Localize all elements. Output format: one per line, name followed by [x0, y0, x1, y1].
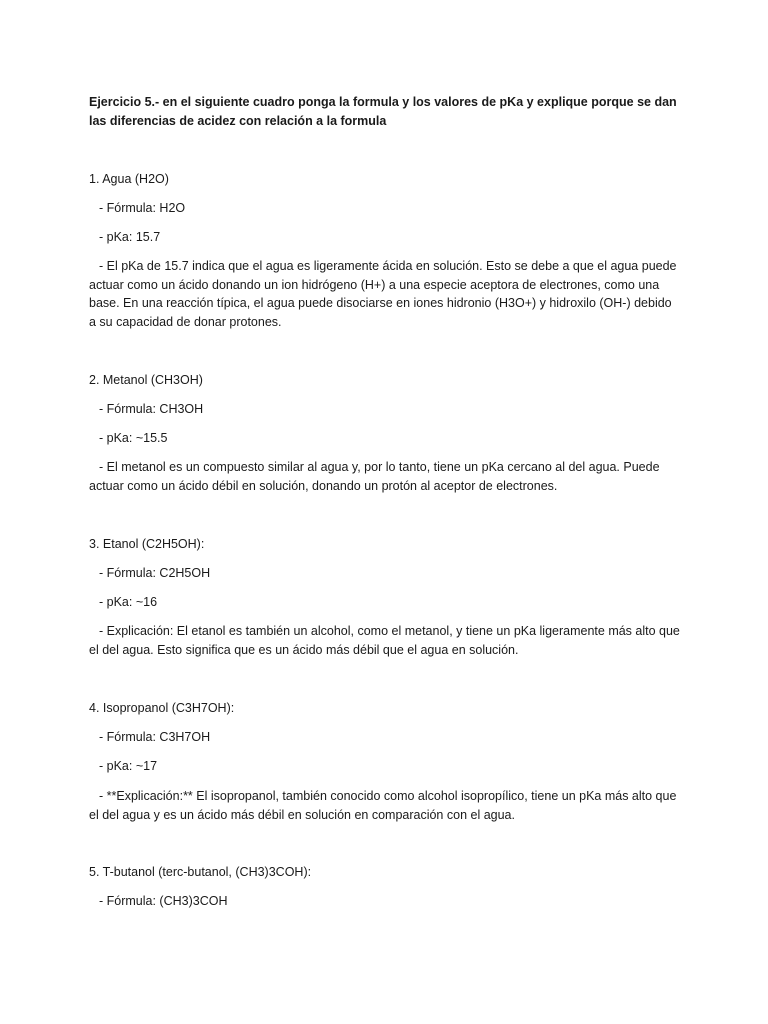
section-3-pka: - pKa: ~16	[99, 595, 158, 609]
section-4-explanation: - **Explicación:** El isopropanol, también conocido como alcohol isopropílico, tiene un pKa más alto que el del agua y es un ácido más débil en solución en comparación con el agua.	[89, 789, 677, 822]
section-2-pka: - pKa: ~15.5	[99, 431, 168, 445]
section-5-title: 5. T-butanol (terc-butanol, (CH3)3COH):	[89, 865, 312, 879]
section-1-title: 1. Agua (H2O)	[89, 172, 169, 186]
section-3-formula: - Fórmula: C2H5OH	[99, 566, 211, 580]
section-5-formula: - Fórmula: (CH3)3COH	[99, 894, 228, 908]
section-4-pka: - pKa: ~17	[99, 759, 158, 773]
section-4-title: 4. Isopropanol (C3H7OH):	[89, 701, 235, 715]
section-2-formula: - Fórmula: CH3OH	[99, 402, 204, 416]
section-4-formula: - Fórmula: C3H7OH	[99, 730, 211, 744]
section-2-title: 2. Metanol (CH3OH)	[89, 373, 203, 387]
section-1-explanation: - El pKa de 15.7 indica que el agua es ligeramente ácida en solución. Esto se debe a que el agua puede actuar como un ácido donando un ion hidrógeno (H+) a una especie aceptora de electrones, como una base. En una reacción típica, el agua puede disociarse en iones hidronio (H3O+) y hidroxilo (OH-) debido a su capacidad de donar protones.	[89, 259, 677, 329]
section-1-pka: - pKa: 15.7	[99, 230, 161, 244]
section-3-explanation: - Explicación: El etanol es también un alcohol, como el metanol, y tiene un pKa ligeramente más alto que el del agua. Esto significa que es un ácido más débil que el agua en solución.	[89, 624, 680, 657]
section-1-formula: - Fórmula: H2O	[99, 201, 186, 215]
section-2-explanation: - El metanol es un compuesto similar al agua y, por lo tanto, tiene un pKa cercano al del agua. Puede actuar como un ácido débil en solución, donando un protón al aceptor de electrones.	[89, 460, 660, 493]
section-3-title: 3. Etanol (C2H5OH):	[89, 537, 205, 551]
exercise-heading: Ejercicio 5.- en el siguiente cuadro ponga la formula y los valores de pKa y explique porque se dan las diferencias de acidez con relación a la formula	[89, 95, 677, 128]
